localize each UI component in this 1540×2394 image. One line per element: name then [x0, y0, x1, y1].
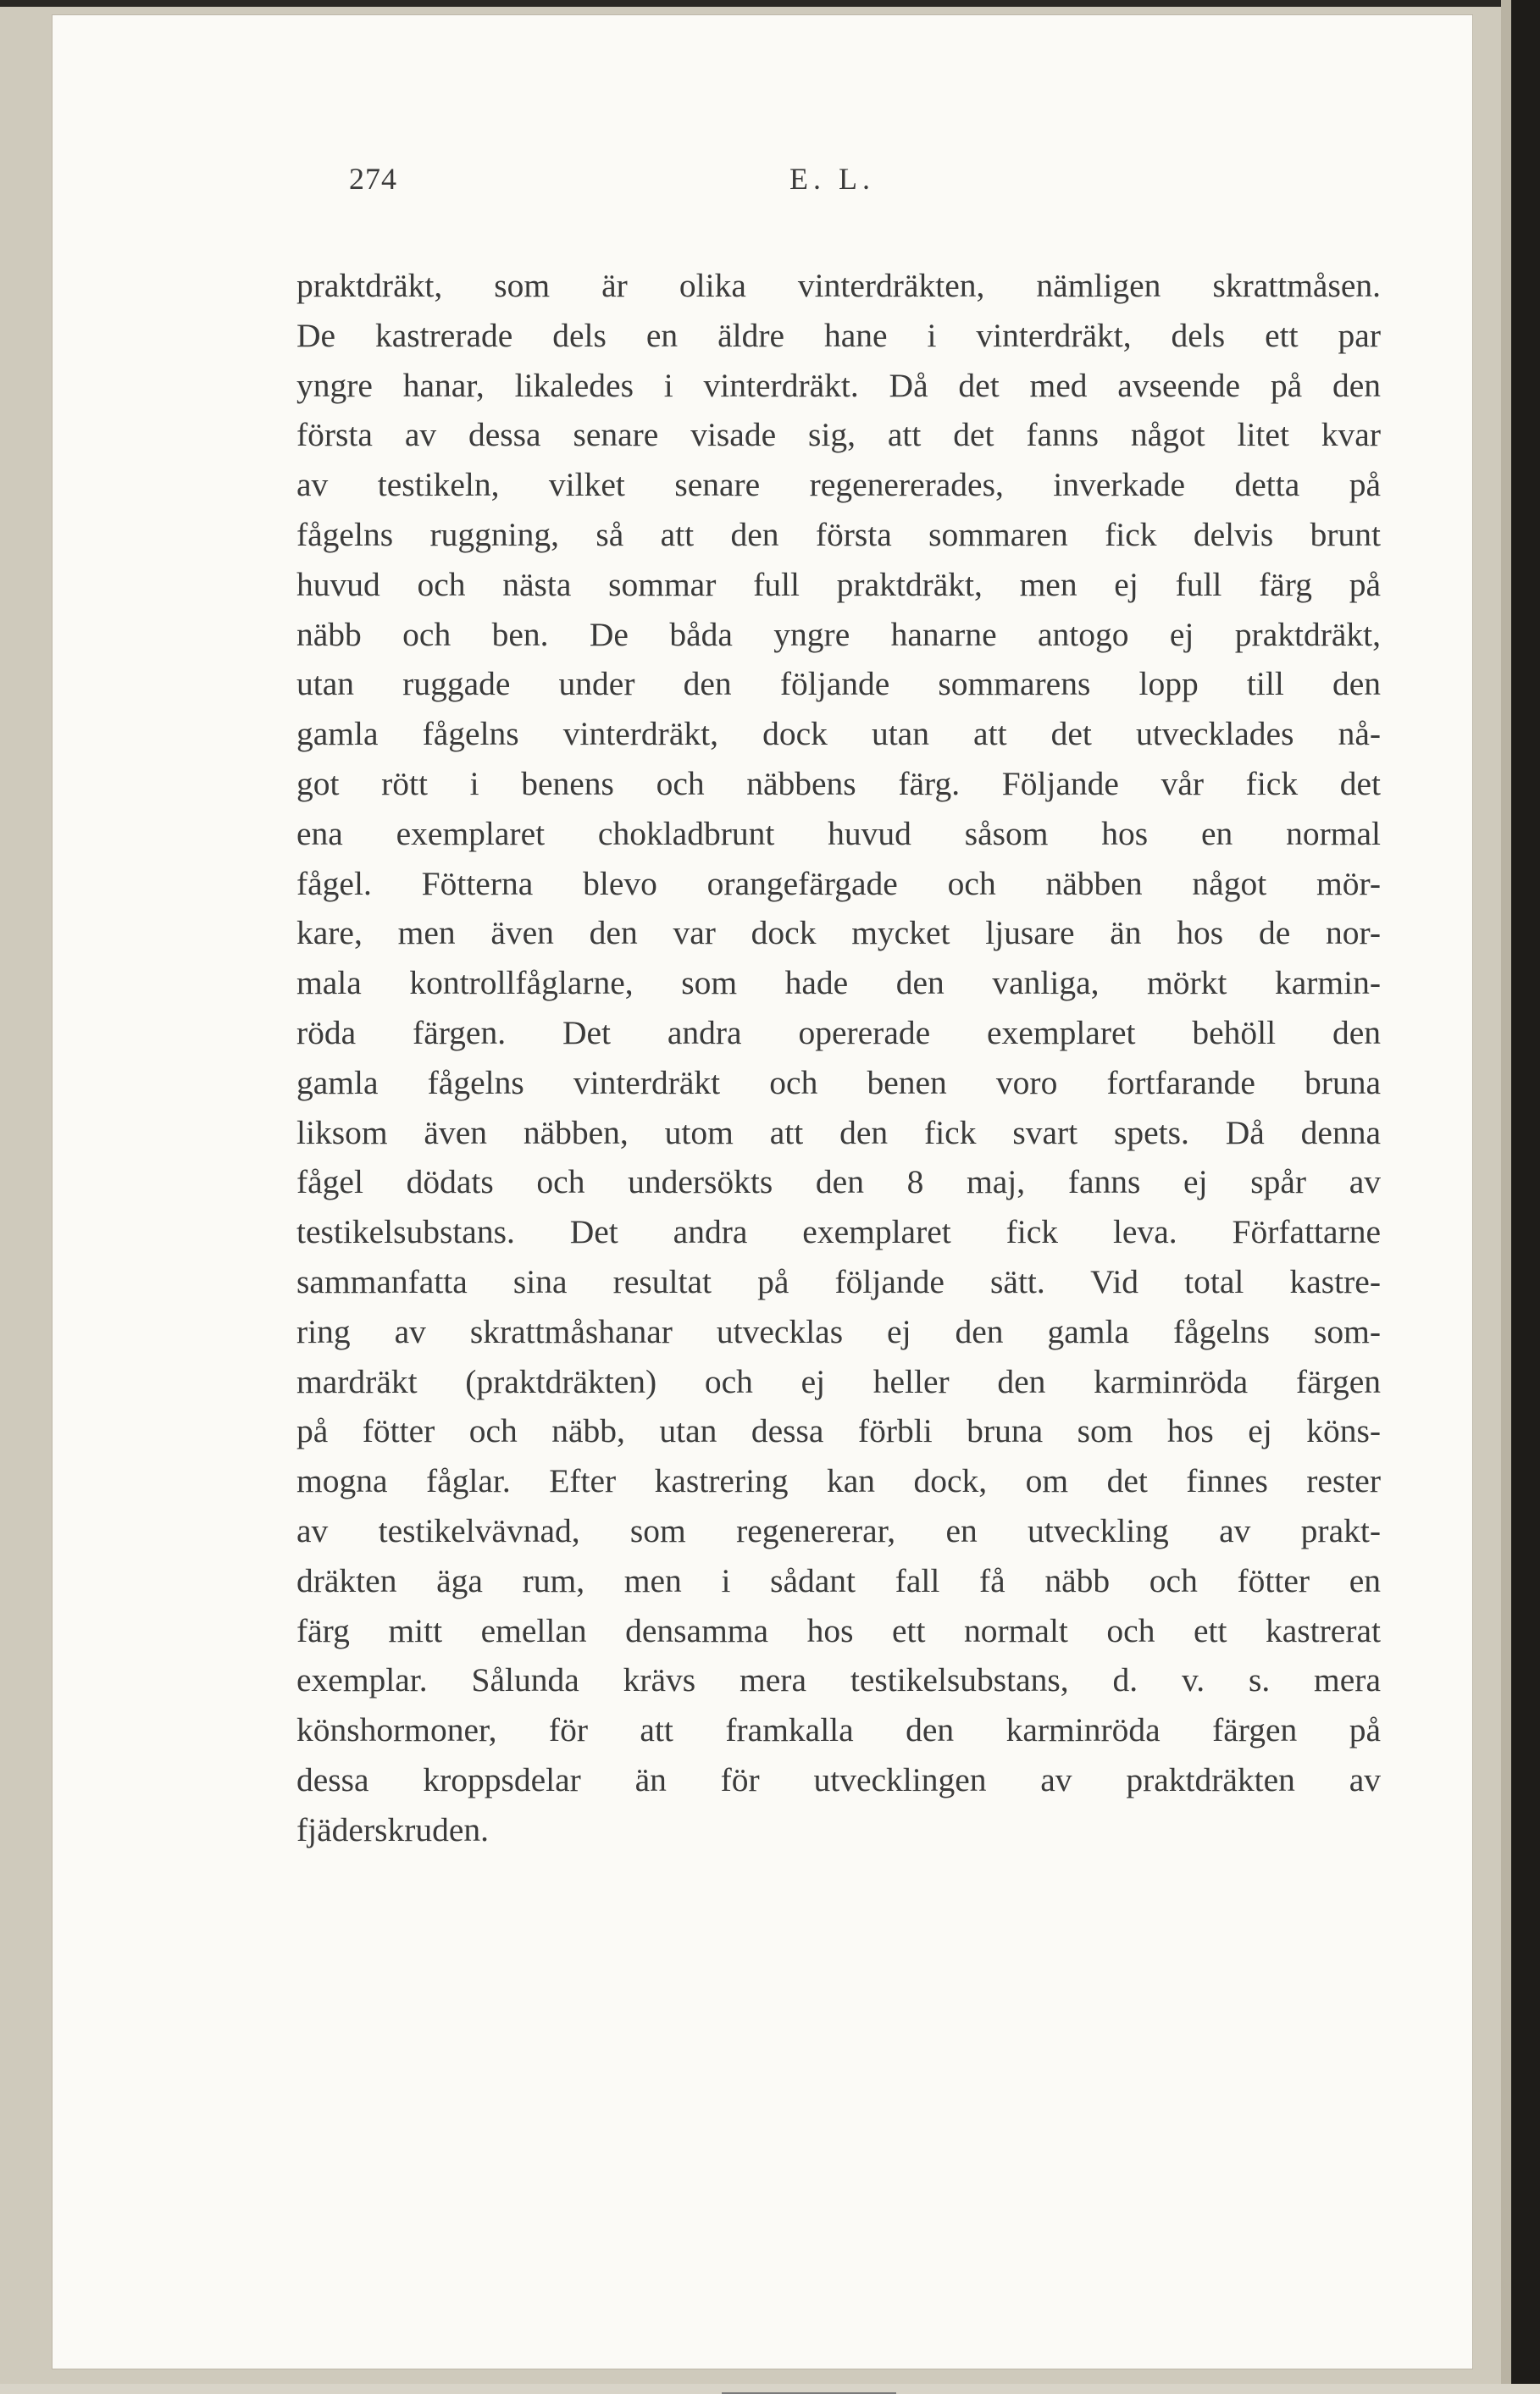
text-line: utan ruggade under den följande sommarens lopp till den [296, 665, 1381, 703]
scan-top-edge [0, 0, 1540, 7]
text-line-last: fjäderskruden. [296, 1810, 490, 1848]
text-line: gamla fågelns vinterdräkt, dock utan att det utvecklades nå- [296, 715, 1381, 753]
text-line: dräkten äga rum, men i sådant fall få näbb och fötter en [296, 1561, 1381, 1599]
body-text [296, 261, 1381, 1855]
text-line: De kastrerade dels en äldre hane i vinterdräkt, dels ett par [296, 316, 1381, 354]
book-page [53, 15, 1472, 2369]
text-line: ena exemplaret chokladbrunt huvud såsom hos en normal [296, 814, 1381, 852]
text-line: näbb och ben. De båda yngre hanarne antogo ej praktdräkt, [296, 615, 1381, 653]
text-line: färg mitt emellan densamma hos ett normalt och ett kastrerat [296, 1611, 1381, 1649]
text-line: gamla fågelns vinterdräkt och benen voro fortfarande bruna [296, 1063, 1381, 1101]
scan-right-strip [1501, 0, 1511, 2384]
text-line: röda färgen. Det andra opererade exemplaret behöll den [296, 1013, 1381, 1051]
text-line: testikelsubstans. Det andra exemplaret fick leva. Författarne [296, 1213, 1381, 1251]
text-line: sammanfatta sina resultat på följande sätt. Vid total kastre- [296, 1262, 1381, 1300]
text-line: praktdräkt, som är olika vinterdräkten, nämligen skrattmåsen. [296, 267, 1381, 304]
running-head [53, 161, 1472, 212]
text-line: mardräkt (praktdräkten) och ej heller den karminröda färgen [296, 1362, 1381, 1400]
text-line: fågel. Fötterna blevo orangefärgade och näbben något mör- [296, 864, 1381, 902]
running-title: E. L. [789, 162, 875, 196]
text-line: kare, men även den var dock mycket ljusare än hos de nor- [296, 914, 1381, 952]
text-line: exemplar. Sålunda krävs mera testikelsubstans, d. v. s. mera [296, 1661, 1381, 1699]
text-line: på fötter och näbb, utan dessa förbli bruna som hos ej köns- [296, 1412, 1381, 1450]
text-line: dessa kroppsdelar än för utvecklingen av praktdräkten av [296, 1760, 1381, 1798]
text-line: fågel dödats och undersökts den 8 maj, fanns ej spår av [296, 1163, 1381, 1201]
text-line: könshormoner, för att framkalla den karminröda färgen på [296, 1711, 1381, 1749]
text-line: yngre hanar, likaledes i vinterdräkt. Då det med avseende på den [296, 366, 1381, 404]
text-line: första av dessa senare visade sig, att det fanns något litet kvar [296, 416, 1381, 454]
text-line: ring av skrattmåshanar utvecklas ej den gamla fågelns som- [296, 1312, 1381, 1350]
text-line: av testikelvävnad, som regenererar, en utveckling av prakt- [296, 1511, 1381, 1549]
text-line: av testikeln, vilket senare regenererades, inverkade detta på [296, 466, 1381, 504]
scan-right-edge [1511, 0, 1540, 2384]
page-number: 274 [349, 162, 397, 196]
text-line: liksom även näbben, utom att den fick svart spets. Då denna [296, 1113, 1381, 1151]
text-line: fågelns ruggning, så att den första sommaren fick delvis brunt [296, 515, 1381, 553]
text-line: mala kontrollfåglarne, som hade den vanliga, mörkt karmin- [296, 964, 1381, 1002]
text-line: huvud och nästa sommar full praktdräkt, men ej full färg på [296, 565, 1381, 603]
text-line: got rött i benens och näbbens färg. Följande vår fick det [296, 764, 1381, 802]
text-line: mogna fåglar. Efter kastrering kan dock, om det finnes rester [296, 1462, 1381, 1500]
